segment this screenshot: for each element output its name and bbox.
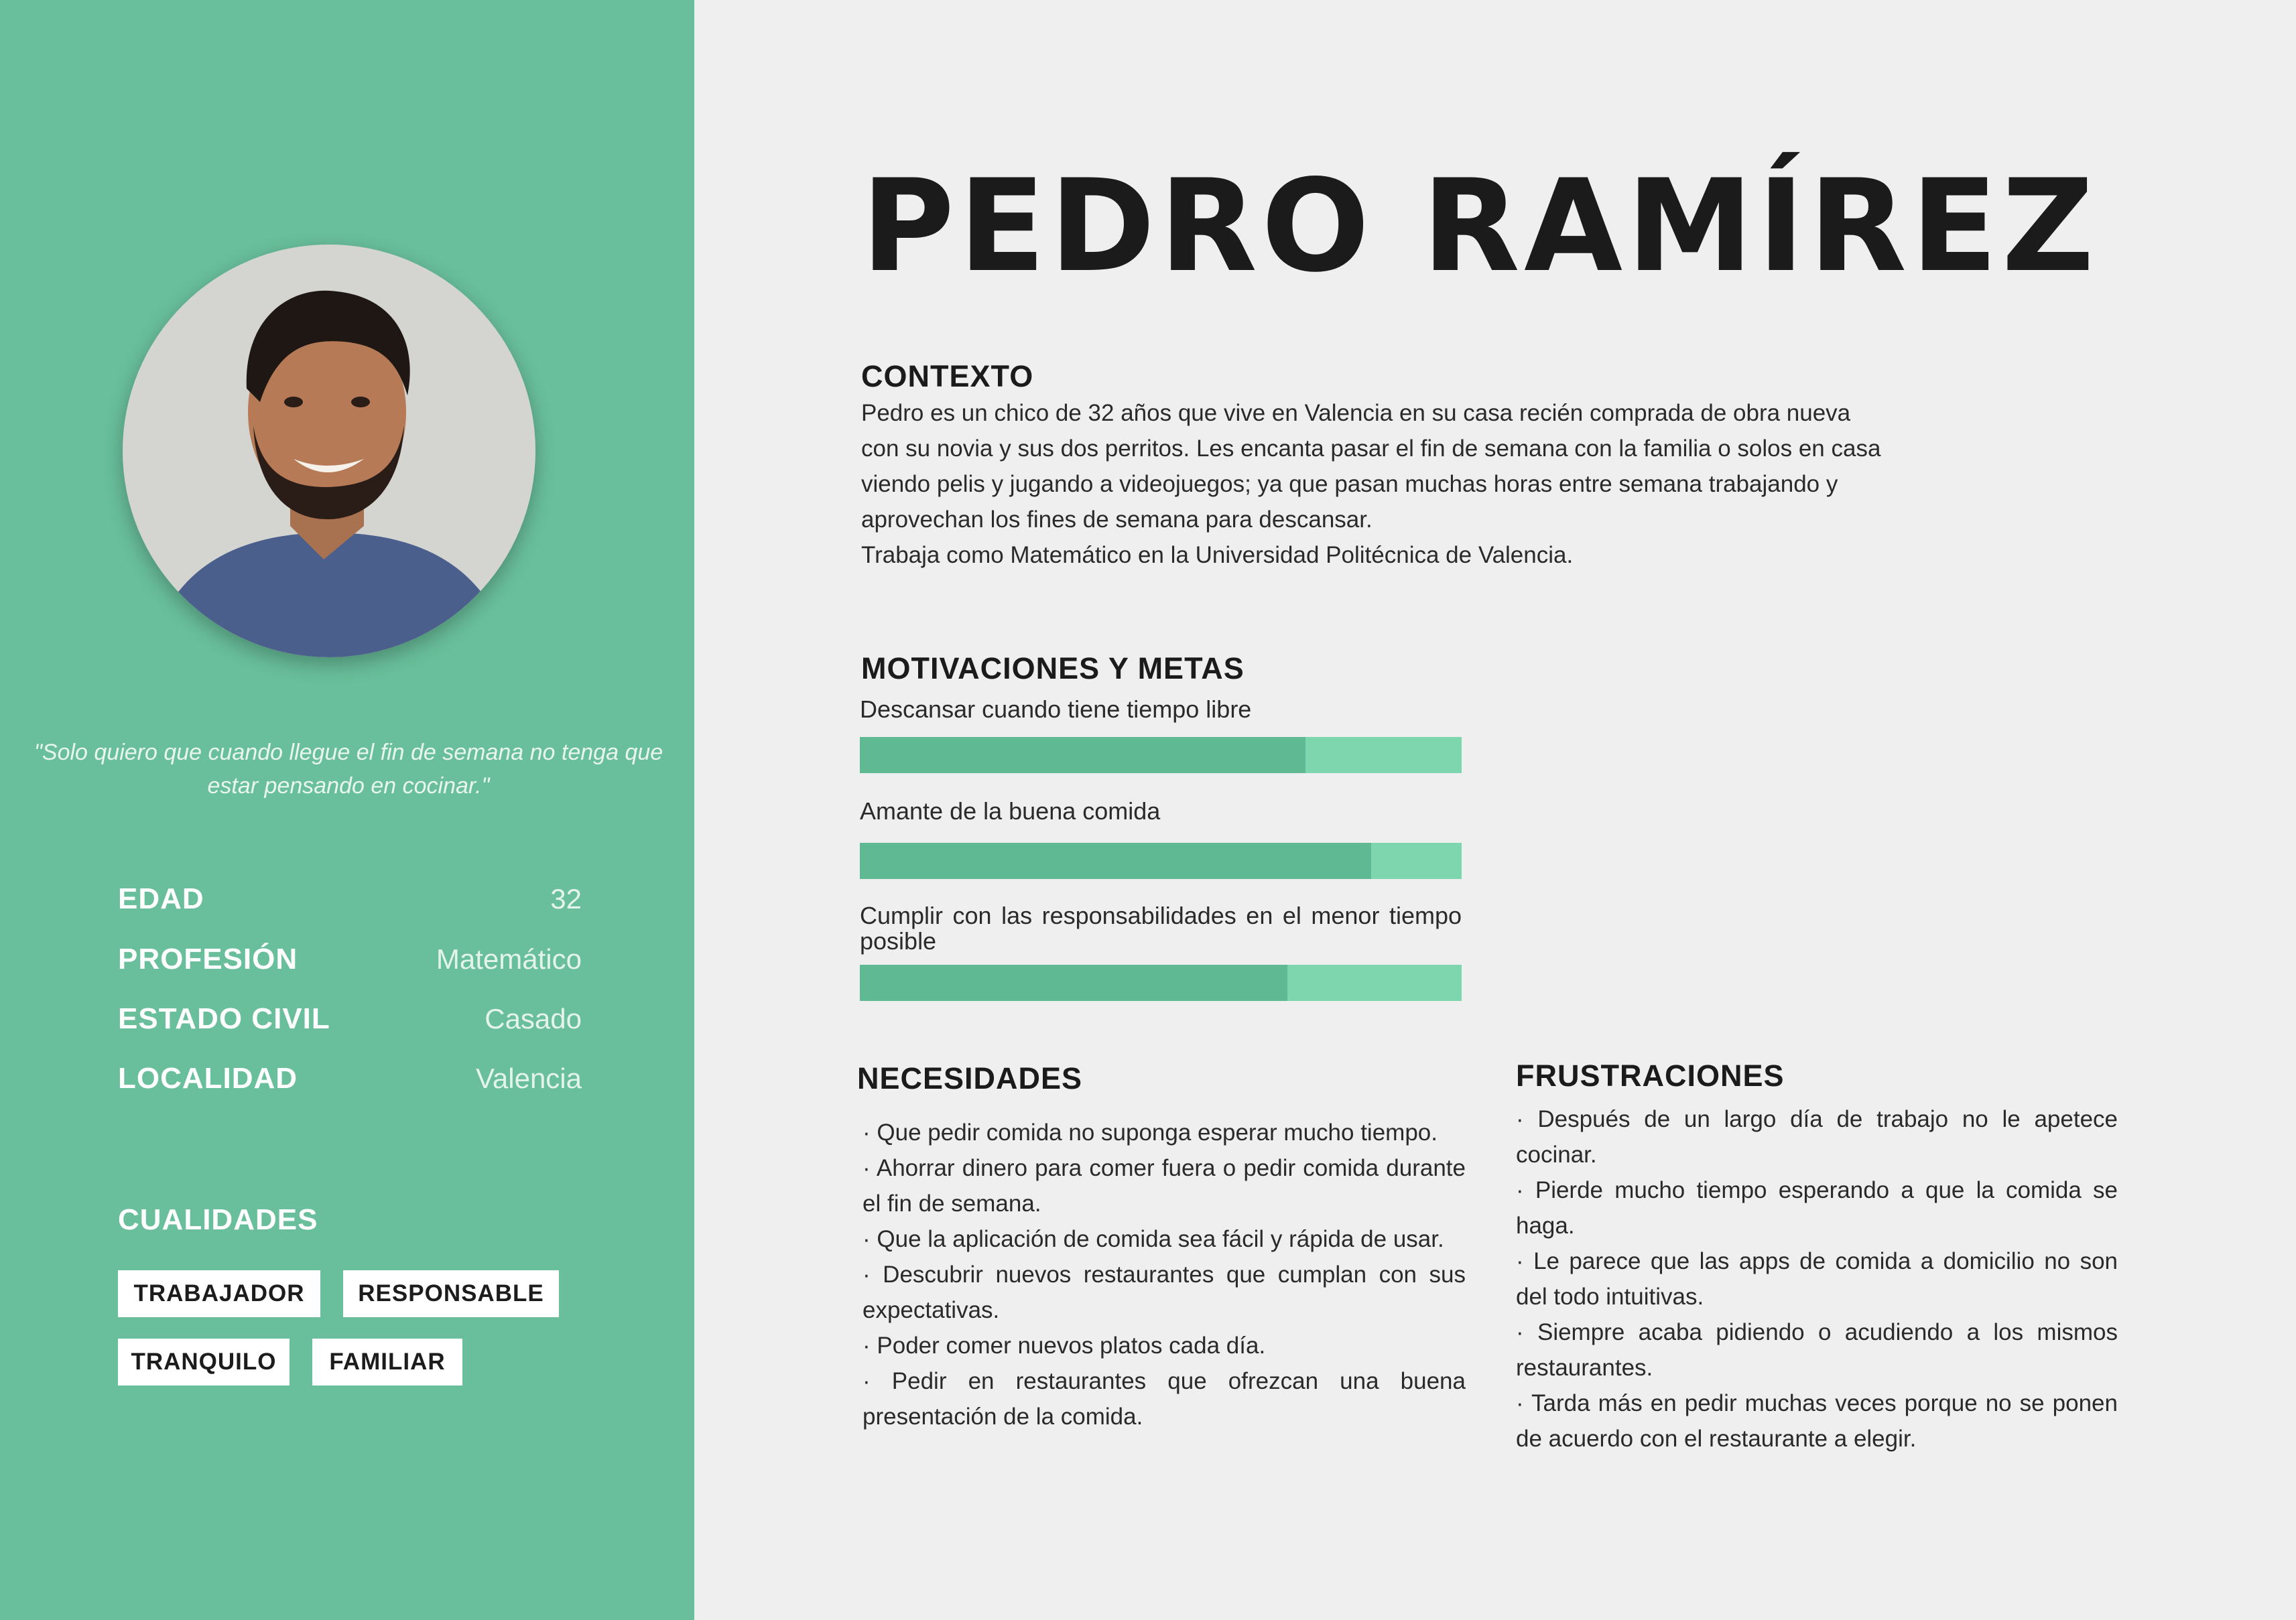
goal-bar-fill [860, 965, 1287, 1001]
profession-value: Matemático [436, 943, 582, 975]
motivations-title: MOTIVACIONES Y METAS [861, 651, 1245, 685]
frustration-item: · Después de un largo día de trabajo no le apetece cocinar. [1516, 1106, 2118, 1168]
goal-bar [860, 843, 1462, 879]
profession-label: PROFESIÓN [118, 943, 298, 975]
profile-sidebar [0, 0, 694, 1620]
need-item: · Que la aplicación de comida sea fácil y rápida de usar. [863, 1226, 1444, 1252]
qualities-title: CUALIDADES [118, 1203, 318, 1236]
need-item: · Poder comer nuevos platos cada día. [863, 1333, 1266, 1359]
profile-row-age [118, 879, 582, 919]
location-label: LOCALIDAD [118, 1062, 298, 1095]
goal-label: Amante de la buena comida [860, 797, 1161, 825]
profile-row-location [118, 1059, 582, 1099]
context-line: Pedro es un chico de 32 años que vive en Valencia en su casa recién comprada de obra nueva [861, 400, 1851, 426]
frustration-item: · Pierde mucho tiempo esperando a que la comida se haga. [1516, 1177, 2118, 1239]
age-label: EDAD [118, 882, 204, 915]
context-line: aprovechan los fines de semana para descansar. [861, 507, 1373, 533]
need-item: · Pedir en restaurantes que ofrezcan una buena presentación de la comida. [863, 1368, 1466, 1430]
marital-status-label: ESTADO CIVIL [118, 1002, 330, 1035]
quality-tag: TRABAJADOR [118, 1270, 320, 1317]
profile-row-profession [118, 939, 582, 980]
need-item: · Que pedir comida no suponga esperar mucho tiempo. [863, 1120, 1438, 1146]
persona-quote: "Solo quiero que cuando llegue el fin de semana no tenga que estar pensando en cocinar." [34, 740, 663, 799]
marital-status-value: Casado [485, 1003, 582, 1034]
goal-label: Descansar cuando tiene tiempo libre [860, 695, 1252, 723]
needs-title: NECESIDADES [857, 1061, 1083, 1095]
context-line: Trabaja como Matemático en la Universidad Politécnica de Valencia. [861, 542, 1574, 568]
goal-bar [860, 737, 1462, 773]
frustrations-list [1516, 1101, 2118, 1457]
avatar [123, 245, 535, 657]
need-item: · Ahorrar dinero para comer fuera o pedir comida durante el fin de semana. [863, 1155, 1466, 1217]
frustrations-title: FRUSTRACIONES [1516, 1059, 1785, 1093]
needs-list [863, 1115, 1466, 1434]
frustration-item: · Le parece que las apps de comida a domicilio no son del todo intuitivas. [1516, 1248, 2118, 1310]
location-value: Valencia [476, 1063, 582, 1094]
frustration-item: · Siempre acaba pidiendo o acudiendo a los mismos restaurantes. [1516, 1319, 2118, 1381]
context-title: CONTEXTO [861, 359, 1034, 393]
quality-tag: TRANQUILO [118, 1339, 290, 1386]
goal-bar-fill [860, 737, 1305, 773]
need-item: · Descubrir nuevos restaurantes que cumplan con sus expectativas. [863, 1262, 1466, 1323]
quality-tag: RESPONSABLE [343, 1270, 559, 1317]
frustration-item: · Tarda más en pedir muchas veces porque no se ponen de acuerdo con el restaurante a elegir. [1516, 1390, 2118, 1452]
context-text [861, 395, 2134, 573]
context-line: viendo pelis y jugando a videojuegos; ya que pasan muchas horas entre semana trabajando y [861, 471, 1838, 497]
profile-row-marital-status [118, 999, 582, 1039]
context-line: con su novia y sus dos perritos. Les encanta pasar el fin de semana con la familia o solos en casa [861, 435, 1881, 462]
persona-name: PEDRO RAMÍREZ [861, 152, 2098, 300]
goal-label: Cumplir con las responsabilidades en el menor tiempo posible [860, 902, 1462, 955]
age-value: 32 [550, 883, 582, 915]
goal-bar [860, 965, 1462, 1001]
goal-bar-fill [860, 843, 1371, 879]
quality-tag: FAMILIAR [312, 1339, 462, 1386]
